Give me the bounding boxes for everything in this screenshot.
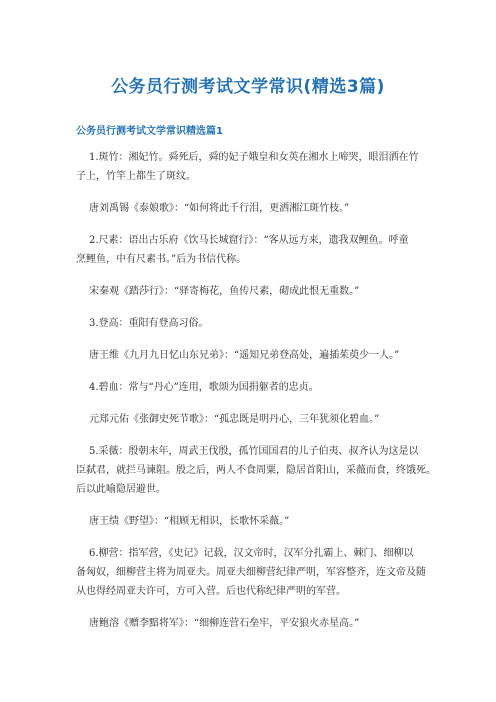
paragraph-line: 唐王绩《野望》：“相顾无相识，长歌怀采薇。” <box>89 516 290 527</box>
paragraph <box>89 378 417 397</box>
paragraph <box>89 282 417 301</box>
body-text <box>76 148 436 646</box>
paragraph-line: 从也得经周亚夫许可，方可入营。后也代称纪律严明的军营。 <box>76 586 346 597</box>
paragraph-line: 后以此喻隐居避世。 <box>76 484 166 495</box>
paragraph-line: 6.柳营：指军营，《史记》记载，汉文帝时，汉军分扎霸上、棘门、细柳以 <box>89 548 414 559</box>
title-area <box>0 70 496 99</box>
paragraph-line: 唐鲍溶《赠李黯将军》：“细柳连营石垒牢，平安狼火赤星高。” <box>89 618 360 629</box>
paragraph <box>76 442 436 499</box>
paragraph-line: 备匈奴，细柳营主将为周亚夫。周亚夫细柳营纪律严明，军容整齐，连文帝及随 <box>76 567 426 578</box>
paragraph-line: 2.尺素：语出古乐府《饮马长城窟行》：“客从远方来，遗我双鲤鱼。呼童 <box>89 235 409 246</box>
paragraph-line: 4.碧血：常与“丹心”连用，歌颂为国捐躯者的忠贞。 <box>89 382 319 393</box>
paragraph-line: 烹鲤鱼，中有尺素书。”后为书信代称。 <box>76 254 247 265</box>
paragraph <box>89 199 417 218</box>
paragraph <box>89 314 417 333</box>
paragraph <box>89 512 417 531</box>
paragraph <box>89 614 417 633</box>
paragraph <box>89 410 417 429</box>
paragraph <box>89 346 417 365</box>
paragraph <box>76 231 417 269</box>
paragraph-line: 5.采薇：殷朝末年，周武王伐殷，孤竹国国君的儿子伯夷、叔齐认为这是以 <box>89 446 419 457</box>
paragraph-line: 臣弑君，就拦马谏阻。殷之后，两人不食周粟，隐居首阳山，采薇而食，终饿死。 <box>76 465 436 476</box>
paragraph <box>76 544 426 601</box>
paragraph <box>76 148 419 186</box>
paragraph-line: 元郑元佑《张御史死节歌》：“孤忠既是明丹心，三年犹须化碧血。” <box>89 414 380 425</box>
paragraph-line: 唐刘禹锡《泰娘歌》：“如何将此千行泪，更洒湘江斑竹枝。” <box>89 203 350 214</box>
paragraph-line: 3.登高：重阳有登高习俗。 <box>89 318 209 329</box>
section-heading: 公务员行测考试文学常识精选篇1 <box>76 126 223 137</box>
paragraph-line: 唐王维《九月九日忆山东兄弟》：“遥知兄弟登高处，遍插茱萸少一人。” <box>89 350 400 361</box>
paragraph-line: 宋秦观《踏莎行》：“驿寄梅花，鱼传尺素，砌成此恨无重数。” <box>89 286 360 297</box>
paragraph-line: 子上，竹竿上都生了斑纹。 <box>76 171 196 182</box>
paragraph-line: 1.斑竹：湘妃竹。舜死后，舜的妃子娥皇和女英在湘水上啼哭，眼泪洒在竹 <box>89 152 419 163</box>
document-title: 公务员行测考试文学常识(精选3篇) <box>105 70 391 99</box>
